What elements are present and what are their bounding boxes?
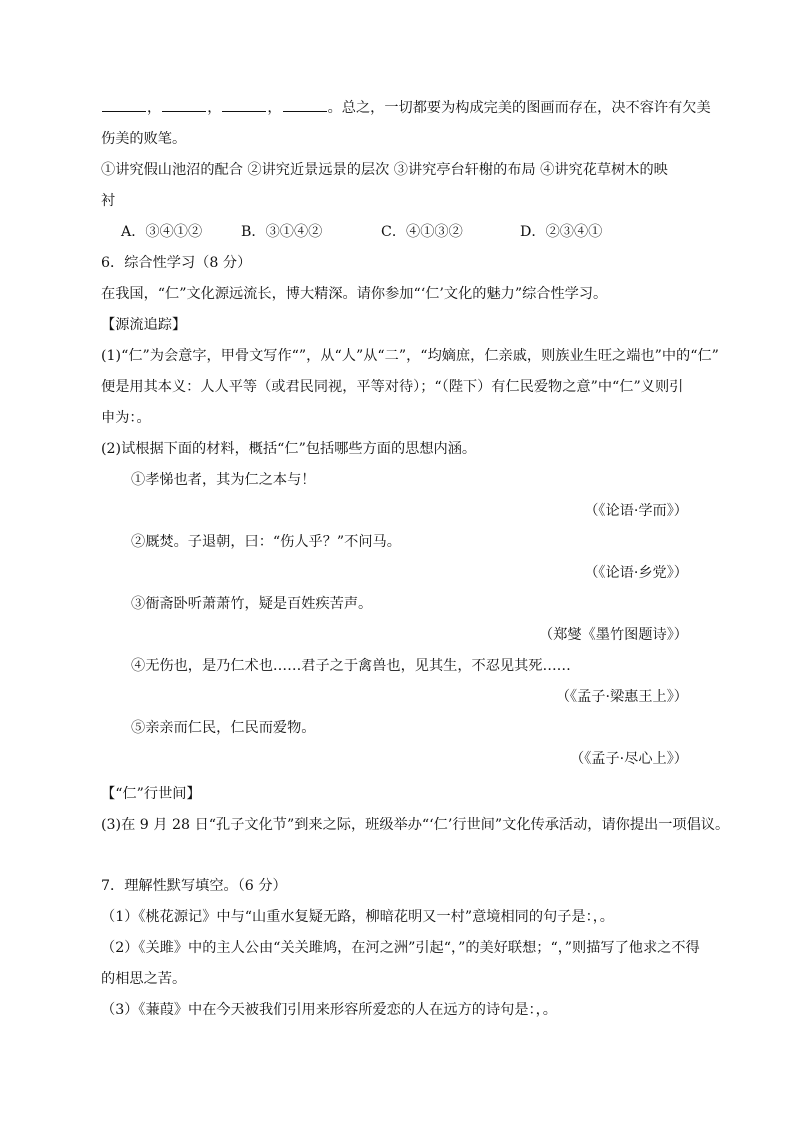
material-5-text: ⑤亲亲而仁民，仁民而爱物。 bbox=[131, 720, 316, 736]
q6-part2: (2)试根据下面的材料，概括“仁”包括哪些方面的思想内涵。 bbox=[101, 441, 477, 457]
answer-blank-2 bbox=[162, 98, 206, 112]
option-b: B．③①④② bbox=[241, 224, 323, 240]
q7-sub2-line1: （2）《关雎》中的主人公由“关关雎鸠，在河之洲”引起“，”的美好联想；“，”则描写了他求之不得 bbox=[101, 940, 700, 956]
q6-intro: 在我国，“仁”文化源远流长，博大精深。请你参加“‘仁’文化的魅力”综合性学习。 bbox=[101, 286, 608, 302]
section-heading-practice: 【“仁”行世间】 bbox=[101, 786, 201, 802]
material-3-text: ③衙斋卧听萧萧竹，疑是百姓疾苦声。 bbox=[131, 596, 373, 612]
q6-part3: (3)在 9 月 28 日“孔子文化节”到来之际，班级举办“‘仁’行世间”文化传承活动，请你提出一项倡议。 bbox=[101, 817, 730, 833]
answer-blank-1 bbox=[102, 98, 146, 112]
q6-part1-line3: 申为：。 bbox=[101, 410, 151, 426]
answer-blank-3 bbox=[222, 98, 266, 112]
section-heading-origin: 【源流追踪】 bbox=[101, 317, 187, 333]
option-a: A．③④①② bbox=[121, 224, 203, 240]
answer-blank-4 bbox=[283, 98, 327, 112]
q7-title: 7．理解性默写填空。（6 分） bbox=[101, 878, 287, 894]
material-3-source: （郑燮《墨竹图题诗》） bbox=[539, 627, 688, 643]
q5-line1-text: 。总之，一切都要为构成完美的图画而存在，决不容许有欠美 bbox=[327, 100, 711, 116]
material-2-source: （《论语·乡党》） bbox=[584, 565, 688, 581]
option-d: D．②③④① bbox=[520, 224, 603, 240]
material-2-text: ②厩焚。子退朝，曰：“伤人乎？”不问马。 bbox=[131, 534, 401, 550]
material-1-source: （《论语·学而》） bbox=[584, 503, 688, 519]
q7-sub2-line2: 的相思之苦。 bbox=[101, 971, 187, 987]
q6-part1-line2: 便是用其本义：人人平等（或君民同视，平等对待）；“（陛下）有仁民爱物之意”中“仁”义则引 bbox=[101, 379, 684, 395]
material-5-source: （《孟子·尽心上》） bbox=[570, 751, 688, 767]
q5-items-line2: 衬 bbox=[101, 193, 116, 209]
material-4-text: ④无伤也，是乃仁术也……君子之于禽兽也，见其生，不忍见其死…… bbox=[131, 658, 571, 674]
q6-part1-line1: (1)“仁”为会意字，甲骨文写作“”，从“人”从“二”，“均嫡庶，仁亲戚，则族业生旺之端也”中的“仁” bbox=[101, 348, 719, 364]
q6-title: 6．综合性学习（8 分） bbox=[101, 255, 252, 271]
option-c: C．④①③② bbox=[381, 224, 463, 240]
q7-sub1: （1）《桃花源记》中与“山重水复疑无路，柳暗花明又一村”意境相同的句子是：，。 bbox=[101, 909, 614, 925]
q5-items-line1: ①讲究假山池沼的配合 ②讲究近景远景的层次 ③讲究亭台轩榭的布局 ④讲究花草树木的映 bbox=[101, 162, 668, 178]
material-1-text: ①孝悌也者，其为仁之本与！ bbox=[131, 472, 316, 488]
q7-sub3: （3）《蒹葭》中在今天被我们引用来形容所爱恋的人在远方的诗句是：，。 bbox=[101, 1002, 557, 1018]
q5-line2: 伤美的败笔。 bbox=[101, 131, 187, 147]
q5-blank-line: ， ， ， 。总之，一切都要为构成完美的图画而存在，决不容许有欠美 bbox=[101, 98, 711, 118]
material-4-source: （《孟子·梁惠王上》） bbox=[555, 689, 688, 705]
